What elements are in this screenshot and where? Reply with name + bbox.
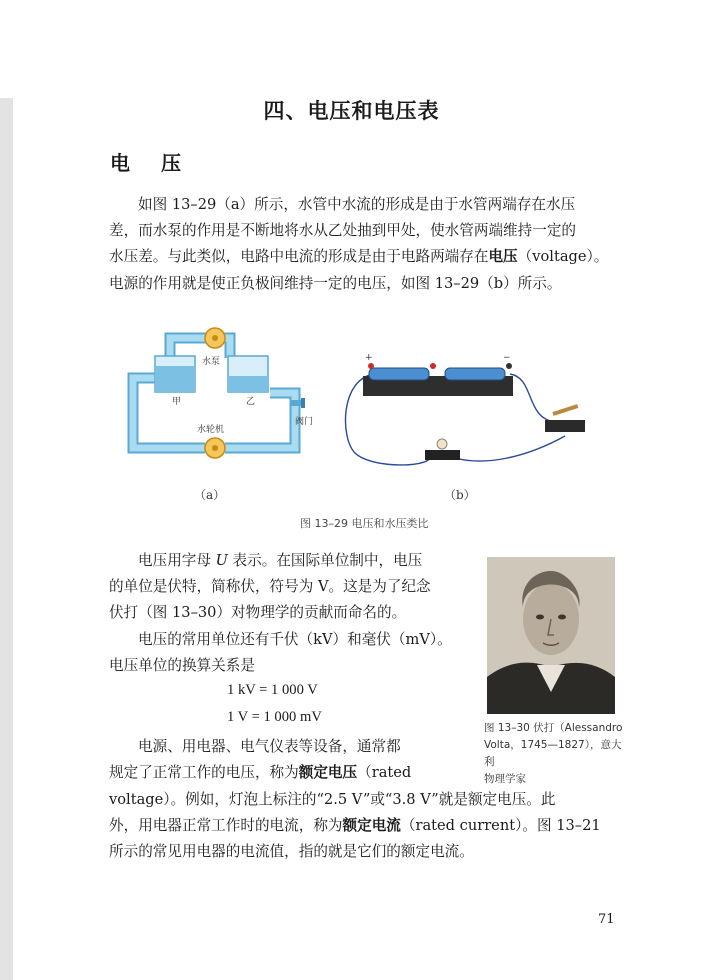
figure-13-29: [125, 318, 511, 488]
portrait-caption-line1: 图 13–30 伏打（Alessandro: [484, 722, 623, 734]
paragraph-2: [109, 548, 479, 679]
page-edge-strip: [0, 98, 13, 980]
label-minus: −: [503, 353, 511, 363]
volta-portrait: [487, 557, 615, 714]
figure-13-29-caption: 图 13–29 电压和水压类比: [300, 517, 429, 530]
para2-line4: 电压的常用单位还有千伏（kV）和毫伏（mV）。: [138, 630, 452, 648]
para4-line2: [109, 813, 621, 839]
portrait-caption-line2: Volta，1745—1827），意大利: [484, 739, 622, 768]
para2-line5: 电压单位的换算关系是: [109, 656, 255, 674]
para1-line3: [109, 244, 621, 270]
term-voltage: 电压: [488, 248, 518, 266]
para2-line1-post: 表示。在国际单位制中，电压: [227, 552, 423, 569]
label-valve: 阀门: [295, 417, 314, 427]
para1-line1: 如图 13–29（a）所示，水管中水流的形成是由于水管两端存在水压: [138, 196, 576, 213]
para2-line1: [109, 548, 479, 574]
para3-line2-post: （rated: [357, 764, 412, 782]
figure-sublabel-b: （b）: [444, 488, 476, 502]
water-circuit-diagram: [133, 328, 305, 458]
label-plus: +: [365, 353, 373, 363]
portrait-caption: [484, 720, 624, 788]
para2-line1-pre: 电压用字母: [138, 552, 216, 569]
voltage-symbol: U: [215, 552, 228, 569]
paragraph-4: [109, 787, 621, 866]
para4-line3: 所示的常见用电器的电流值，指的就是它们的额定电流。: [109, 843, 474, 861]
para3-line2: [109, 760, 479, 786]
label-jia: 甲: [172, 397, 182, 407]
portrait-caption-line3: 物理学家: [484, 773, 526, 785]
para1-line2: 差，而水泵的作用是不断地将水从乙处抽到甲处，使水管两端维持一定的: [109, 222, 577, 240]
page-number: 71: [598, 912, 615, 927]
label-turbine: 水轮机: [197, 425, 225, 435]
para3-line2-pre: 规定了正常工作的电压，称为: [109, 764, 299, 782]
para1-line4: 电源的作用就是使正负极间维持一定的电压，如图 13–29（b）所示。: [109, 274, 562, 292]
electric-circuit-diagram: [345, 363, 585, 465]
para2-line3: 伏打（图 13–30）对物理学的贡献而命名的。: [109, 604, 407, 622]
paragraph-1: [109, 192, 621, 297]
paragraph-3: [109, 734, 479, 786]
para2-line2: 的单位是伏特，简称伏，符号为 V。这是为了纪念: [109, 578, 431, 596]
para4-line2-pre: 外，用电器正常工作时的电流，称为: [109, 817, 343, 835]
figure-sublabel-a: （a）: [194, 488, 226, 502]
para4-line2-post: （rated current）。图 13–21: [400, 817, 601, 835]
para4-line1: voltage）。例如，灯泡上标注的“2.5 V”或“3.8 V”就是额定电压。此: [109, 791, 556, 808]
label-pump: 水泵: [202, 357, 221, 367]
equation-2: 1 V = 1 000 mV: [227, 709, 322, 725]
para3-line1: 电源、用电器、电气仪表等设备，通常都: [138, 738, 401, 755]
section-title: 四、电压和电压表: [263, 99, 440, 123]
term-rated-current: 额定电流: [342, 817, 401, 835]
para1-line3-pre: 水压差。与此类似，电路中电流的形成是由于电路两端存在: [109, 248, 489, 266]
subsection-title: 电 压: [110, 151, 193, 175]
term-rated-voltage: 额定电压: [298, 764, 358, 782]
label-yi: 乙: [246, 397, 256, 407]
equation-1: 1 kV = 1 000 V: [227, 682, 318, 698]
para1-line3-post: （voltage）。: [517, 248, 609, 266]
